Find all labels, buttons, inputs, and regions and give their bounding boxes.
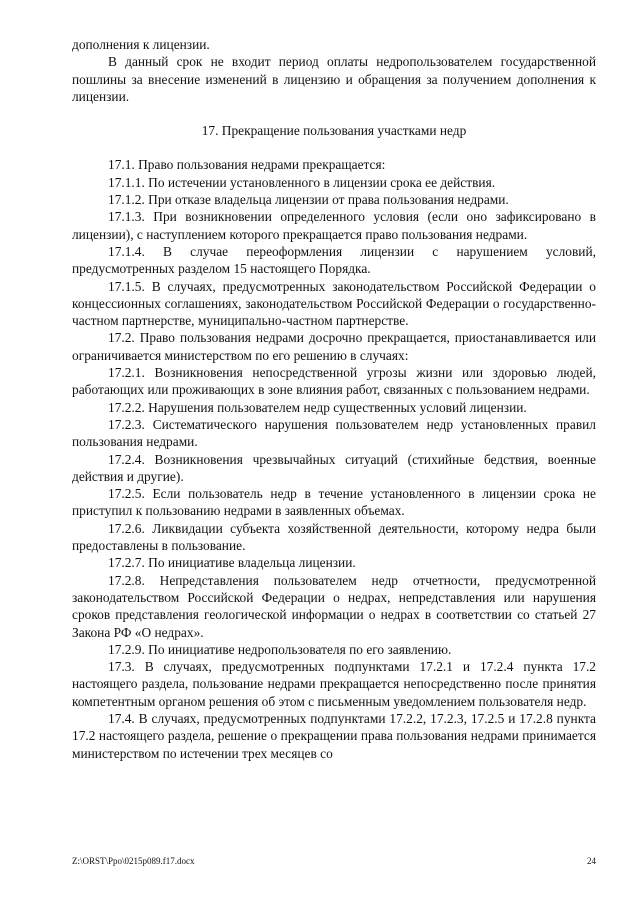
footer-page-number: 24 <box>587 856 596 866</box>
paragraph-17-2: 17.2. Право пользования недрами досрочно прекращается, приостанавливается или ограничивается министерством по его решению в случаях: <box>72 330 596 363</box>
paragraph-17-2-6: 17.2.6. Ликвидации субъекта хозяйственной деятельности, которому недра были предоставлены в пользование. <box>72 520 596 554</box>
paragraph-17-2-8: 17.2.8. Непредставления пользователем недр отчетности, предусмотренной законодательством Российской Федерации о недрах, непредставления или нарушения сроков представления геологической информации о недрах в соответствии со статьей 27 Закона РФ «О недрах». <box>72 572 596 640</box>
paragraph-17-1-2: 17.1.2. При отказе владельца лицензии от права пользования недрами. <box>108 192 509 208</box>
paragraph-17-2-9: 17.2.9. По инициативе недропользователя по его заявлению. <box>108 641 452 657</box>
paragraph-17-2-1: 17.2.1. Возникновения непосредственной угрозы жизни или здоровью людей, работающих или проживающих в зоне влияния работ, связанных с пользованием недрами. <box>72 365 596 398</box>
paragraph-17-1-3: 17.1.3. При возникновении определенного условия (если оно зафиксировано в лицензии), с наступлением которого прекращается право пользования недрами. <box>72 209 596 242</box>
paragraph-fee-period: В данный срок не входит период оплаты недропользователем государственной пошлины за внесение изменений в лицензию и обращения за получением дополнения к лицензии. <box>72 54 596 104</box>
footer-file-path: Z:\ORST\Ppo\0215p089.f17.docx <box>72 856 195 866</box>
paragraph-17-1-4: 17.1.4. В случае переоформления лицензии с нарушением условий, предусмотренных разделом 15 настоящего Порядка. <box>72 243 596 277</box>
paragraph-17-1-1: 17.1.1. По истечении установленного в лицензии срока ее действия. <box>108 174 496 190</box>
paragraph-17-2-3: 17.2.3. Систематического нарушения пользователем недр установленных правил пользования недрами. <box>72 416 596 450</box>
paragraph-17-1: 17.1. Право пользования недрами прекращается: <box>108 157 386 173</box>
paragraph-17-2-2: 17.2.2. Нарушения пользователем недр существенных условий лицензии. <box>108 399 527 415</box>
paragraph-17-4: 17.4. В случаях, предусмотренных подпунктами 17.2.2, 17.2.3, 17.2.5 и 17.2.8 пункта 17.2 настоящего раздела, решение о прекращении права пользования недрами принимается министерством по истечении трех месяцев со <box>72 710 596 761</box>
paragraph-17-3: 17.3. В случаях, предусмотренных подпунктами 17.2.1 и 17.2.4 пункта 17.2 настоящего раздела, пользование недрами прекращается непосредственно после принятия компетентным органом решения об этом с письменным уведомлением пользователя недр. <box>72 659 596 709</box>
paragraph-17-1-5: 17.1.5. В случаях, предусмотренных законодательством Российской Федерации о концессионных соглашениях, законодательством Российской Федерации о государственно-частном партнерстве, муниципально-частном партнерстве. <box>72 278 596 329</box>
paragraph-17-2-4: 17.2.4. Возникновения чрезвычайных ситуаций (стихийные бедствия, военные действия и другие). <box>72 451 596 484</box>
paragraph-17-2-5: 17.2.5. Если пользователь недр в течение установленного в лицензии срока не приступил к пользованию недрами в заявленных объемах. <box>72 486 596 519</box>
paragraph-17-2-7: 17.2.7. По инициативе владельца лицензии. <box>108 555 356 571</box>
paragraph-continuation: дополнения к лицензии. <box>72 37 210 52</box>
section-title: 17. Прекращение пользования участками недр <box>201 123 467 139</box>
document-page <box>72 36 596 762</box>
